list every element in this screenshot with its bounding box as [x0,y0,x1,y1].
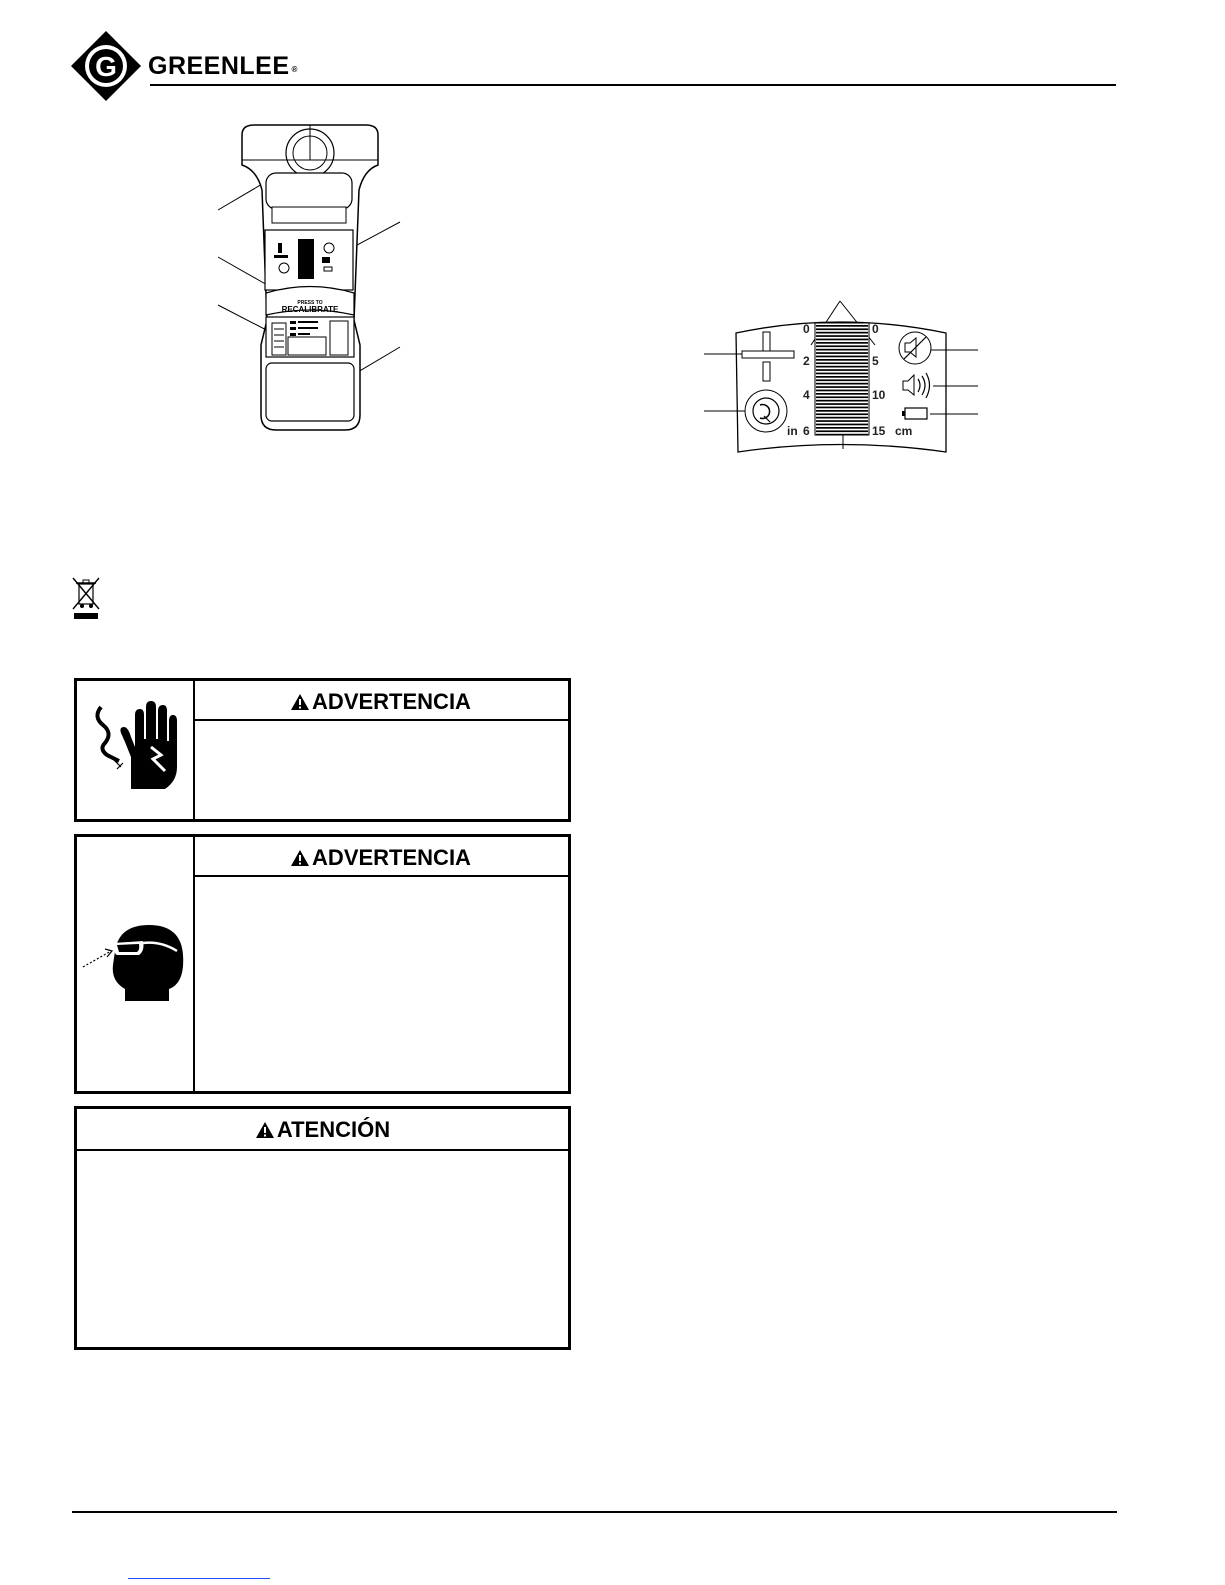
bar-graph-segment [816,403,868,405]
weee-bin-icon [70,575,102,621]
bar-graph-segment [816,339,868,341]
footer-rule [72,1511,1117,1513]
caution-box [74,1106,571,1350]
bar-graph-segment [816,386,868,388]
cm-scale-10: 10 [872,388,886,402]
bar-graph-segment [816,328,868,330]
bar-graph-segment [816,369,868,371]
inch-scale-2: 2 [803,354,810,368]
bar-graph-segment [816,366,868,368]
bar-graph-segment [816,373,868,375]
bar-graph-segment [816,383,868,385]
caution-title-rule [77,1149,568,1151]
warning-icon-column [77,681,195,819]
warning-box-electric [74,678,571,822]
bar-graph-segment [816,359,868,361]
footer-link-underline[interactable] [128,1578,270,1579]
bar-graph-segment [816,434,868,436]
mute-icon [899,332,931,364]
bar-graph-segment [816,417,868,419]
bar-graph-segment [816,356,868,358]
warning-icon-column [77,837,195,1091]
bar-graph-segment [816,424,868,426]
svg-text:G: G [95,51,117,82]
cm-scale-15: 15 [872,424,886,438]
bar-graph-segment [816,427,868,429]
bar-graph-segment [816,430,868,432]
bar-graph-segment [816,362,868,364]
bar-graph-segment [816,376,868,378]
bar-graph-segment [816,332,868,334]
bar-graph-segment [816,396,868,398]
cm-scale-0: 0 [872,322,879,336]
greenlee-logo [70,30,142,102]
brand-name: GREENLEE ® [148,52,298,80]
eye-protection-icon [81,921,189,1003]
warning-box-eye-protection [74,834,571,1094]
bar-graph-segment [816,379,868,381]
bar-graph-segment [816,420,868,422]
electric-shock-hand-icon [91,697,181,797]
warning-title-1: ADVERTENCIA [193,689,568,715]
bar-graph-segment [816,393,868,395]
warning-triangle-icon [290,693,310,711]
bar-graph-segment [816,400,868,402]
lcd-display-diagram [700,295,990,465]
recalibrate-text: RECALIBRATE [281,305,339,314]
warning-title-rule [193,875,568,877]
header-rule [150,84,1116,86]
bar-graph-segment [816,345,868,347]
bar-graph-segment [816,349,868,351]
inch-scale-4: 4 [803,388,810,402]
bar-graph-segment [816,335,868,337]
bar-graph-segment [816,352,868,354]
inch-unit: in [787,424,798,438]
warning-title-rule [193,719,568,721]
battery-icon [902,408,927,419]
bar-graph-segment [816,390,868,392]
warning-title-2: ADVERTENCIA [193,845,568,871]
bar-graph-segment [816,410,868,412]
inch-scale-0: 0 [803,322,810,336]
inch-scale-6: 6 [803,424,810,438]
bar-graph-segment [816,413,868,415]
depth-bar-graph [815,323,869,436]
bar-graph-segment [816,325,868,327]
bar-graph-segment [816,342,868,344]
warning-triangle-icon [255,1121,275,1139]
press-to-text: PRESS TO [297,300,323,306]
cm-unit: cm [895,424,913,438]
cm-scale-5: 5 [872,354,879,368]
bar-graph-segment [816,407,868,409]
warning-triangle-icon [290,849,310,867]
caution-title: ATENCIÓN [77,1117,568,1143]
stud-finder-illustration [214,115,414,440]
